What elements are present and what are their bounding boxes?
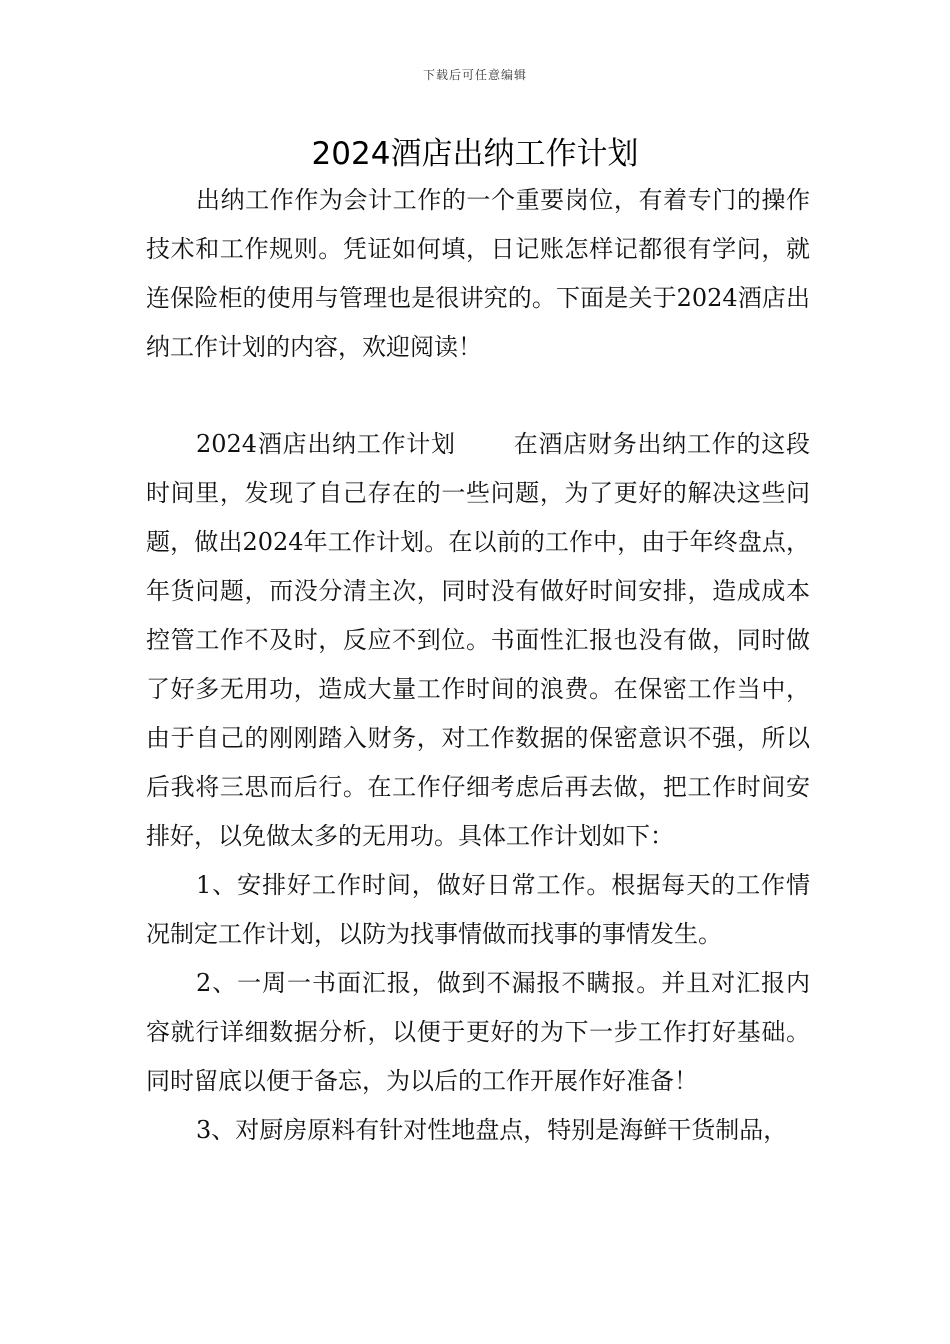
list-item-1: 1、安排好工作时间，做好日常工作。根据每天的工作情况制定工作计划，以防为找事情做而找事的事情发生。 <box>146 871 810 948</box>
document-body <box>146 176 810 1155</box>
section-text: 在酒店财务出纳工作的这段时间里，发现了自己存在的一些问题，为了更好的解决这些问题，做出2024年工作计划。在以前的工作中，由于年终盘点，年货问题，而没分清主次，同时没有做好时间安排，造成成本控管工作不及时，反应不到位。书面性汇报也没有做，同时做了好多无用功，造成大量工作时间的浪费。在保密工作当中，由于自己的刚刚踏入财务，对工作数据的保密意识不强，所以后我将三思而后行。在工作仔细考虑后再去做，把工作时间安排好，以免做太多的无用功。具体工作计划如下： <box>146 430 811 850</box>
section-paragraph <box>146 420 810 861</box>
section-lead-title: 2024酒店出纳工作计划 <box>196 430 456 458</box>
intro-paragraph: 出纳工作作为会计工作的一个重要岗位，有着专门的操作技术和工作规则。凭证如何填，日记账怎样记都很有学问，就连保险柜的使用与管理也是很讲究的。下面是关于2024酒店出纳工作计划的内容，欢迎阅读！ <box>146 186 810 361</box>
header-note: 下载后可任意编辑 <box>422 68 527 82</box>
list-item-2: 2、一周一书面汇报，做到不漏报不瞒报。并且对汇报内容就行详细数据分析，以便于更好的为下一步工作打好基础。同时留底以便于备忘，为以后的工作开展作好准备！ <box>146 969 810 1095</box>
document-title: 2024酒店出纳工作计划 <box>311 136 639 172</box>
list-item-3: 3、对厨房原料有针对性地盘点，特别是海鲜干货制品， <box>196 1116 788 1144</box>
